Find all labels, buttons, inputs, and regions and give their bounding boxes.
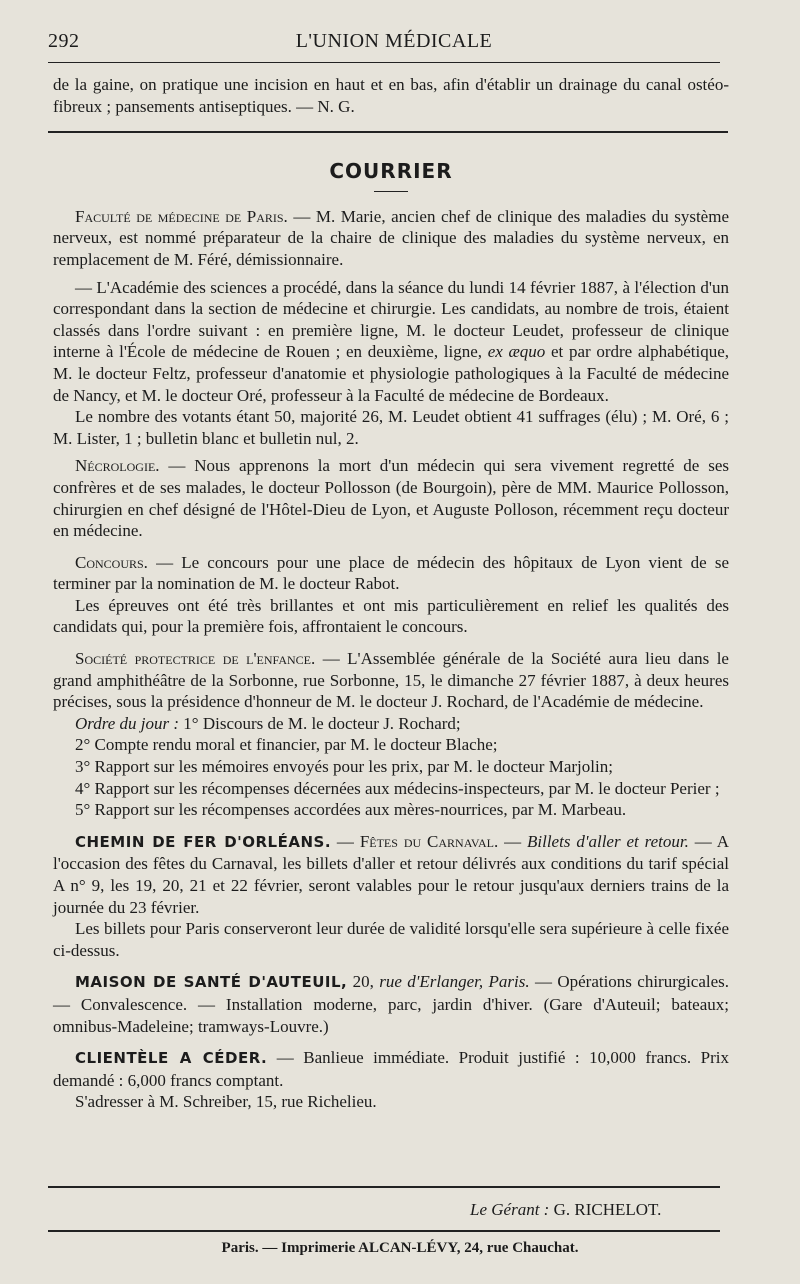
concours-label: Concours. xyxy=(75,552,148,572)
necrologie-paragraph xyxy=(53,455,729,541)
chemin-label: CHEMIN DE FER D'ORLÉANS. xyxy=(75,832,332,851)
maison-paragraph xyxy=(53,971,729,1037)
page-header xyxy=(44,26,744,56)
maison-text: — Opérations chirurgicales. — Convalescence. — Installation moderne, parc, jardin d'hiver. (Gare d'Auteuil; bateaux; omnibus-Madeleine; tramways-Louvre.) xyxy=(53,972,730,1036)
ordre-item-5: 5° Rapport sur les récompenses accordées aux mères-nourrices, par M. Marbeau. xyxy=(75,800,627,820)
maison-italic: rue d'Erlanger, Paris. xyxy=(379,972,530,992)
ordre-item-1-text: 1° Discours de M. le docteur J. Rochard; xyxy=(179,713,461,733)
chemin-text: — A l'occasion des fêtes du Carnaval, les billets d'aller et retour délivrés aux conditions du tarif spécial A n° 9, les 19, 20, 21 et 22 février, seront valables pour le retour jusqu'aux derniers trains de la journée du 23 février. xyxy=(53,831,729,917)
chemin-sub: — Fêtes du Carnaval. — xyxy=(331,831,527,851)
societe-text: — L'Assemblée générale de la Société aura lieu dans le grand amphithéâtre de la Sorbonne, rue Sorbonne, 15, le dimanche 27 février 1887, à deux heures précises, sous la présidence d'honneur de M. le docteur J. Rochard, de l'Académie de médecine. xyxy=(53,649,729,712)
concours-text: — Le concours pour une place de médecin des hôpitaux de Lyon vient de se terminer par la nomination de M. le docteur Rabot. xyxy=(53,552,729,594)
footer-rule-bottom xyxy=(48,1230,720,1232)
footer-rule-top xyxy=(48,1186,720,1188)
gerant-line xyxy=(470,1200,661,1220)
academie-vote-paragraph: Le nombre des votants étant 50, majorité 26, M. Leudet obtient 41 suffrages (élu) ; M. Oré, 6 ; M. Lister, 1 ; bulletin blanc et bulletin nul, 2. xyxy=(53,407,729,448)
clientele-paragraph-2: S'adresser à M. Schreiber, 15, rue Richelieu. xyxy=(75,1092,377,1112)
clientele-text: — Banlieue immédiate. Produit justifié : 10,000 francs. Prix demandé : 6,000 francs comptant. xyxy=(53,1048,730,1090)
clientele-paragraph xyxy=(53,1047,729,1091)
imprint-line: Paris. — Imprimerie ALCAN-LÉVY, 24, rue Chauchat. xyxy=(221,1240,579,1256)
page-body xyxy=(53,74,729,1113)
societe-label: Société protectrice de l'enfance. xyxy=(75,649,316,669)
section-title-rule xyxy=(374,191,408,192)
intro-paragraph: de la gaine, on pratique une incision en haut et en bas, afin d'établir un drainage du canal ostéo-fibreux ; pansements antiseptiques. — N. G. xyxy=(53,75,729,116)
ordre-item-3: 3° Rapport sur les mémoires envoyés pour les prix, par M. le docteur Marjolin; xyxy=(75,757,613,777)
ordre-label: Ordre du jour : xyxy=(75,713,180,733)
academie-italic: ex æquo xyxy=(487,342,546,362)
maison-label: MAISON DE SANTÉ D'AUTEUIL, xyxy=(75,973,348,992)
ordre-item-4: 4° Rapport sur les récompenses décernées aux médecins-inspecteurs, par M. le docteur Perier ; xyxy=(75,778,720,798)
academie-paragraph xyxy=(53,277,729,407)
academie-text-2: et par ordre alphabétique, M. le docteur Feltz, professeur d'anatomie et physiologie pathologiques à la Faculté de médecine de Nancy, et M. le docteur Oré, professeur à la Faculté de médecine de Bordeaux. xyxy=(53,342,729,405)
header-rule xyxy=(48,62,720,63)
maison-num: 20, xyxy=(347,972,380,992)
section-divider xyxy=(48,131,728,133)
chemin-paragraph xyxy=(53,831,729,918)
faculte-text: — M. Marie, ancien chef de clinique des maladies du système nerveux, est nommé préparateur de la chaire de clinique des maladies du système nerveux, en remplacement de M. Féré, démissionnaire. xyxy=(53,206,729,269)
societe-paragraph xyxy=(53,648,729,713)
ordre-item-2: 2° Compte rendu moral et financier, par M. le docteur Blache; xyxy=(75,735,498,755)
gerant-name: G. RICHELOT. xyxy=(549,1200,662,1219)
page-number: 292 xyxy=(48,30,80,52)
necrologie-text: — Nous apprenons la mort d'un médecin qui sera vivement regretté de ses confrères et de ses malades, le docteur Pollosson (de Bourgoin), père de MM. Maurice Pollosson, chirurgien en chef désigné de l'Hôtel-Dieu de Lyon, et Auguste Polloson, récemment reçu docteur en médecine. xyxy=(53,456,729,541)
journal-title: L'UNION MÉDICALE xyxy=(295,30,493,52)
gerant-label: Le Gérant : xyxy=(470,1200,550,1219)
academie-text-1: — L'Académie des sciences a procédé, dans la séance du lundi 14 février 1887, à l'élection d'un correspondant dans la section de médecine et chirurgie. Les candidats, au nombre de trois, étaient classés dans l'ordre suivant : en première ligne, M. le docteur Leudet, professeur de clinique interne à l'École de médecine de Rouen ; en deuxième, ligne, xyxy=(53,277,729,362)
clientele-label: CLIENTÈLE A CÉDER. xyxy=(75,1049,268,1068)
faculte-label: Faculté de médecine de Paris. xyxy=(75,206,288,226)
necrologie-label: Nécrologie. xyxy=(75,456,160,476)
concours-paragraph xyxy=(53,552,729,595)
concours-paragraph-2: Les épreuves ont été très brillantes et ont mis particulièrement en relief les qualités des candidats qui, pour la première fois, affrontaient le concours. xyxy=(53,595,729,637)
ordre-item-1 xyxy=(53,713,729,735)
chemin-paragraph-2: Les billets pour Paris conserveront leur durée de validité lorsqu'elle sera supérieure à celle fixée ci-dessus. xyxy=(53,919,729,960)
section-title: COURRIER xyxy=(329,159,453,184)
faculte-paragraph xyxy=(53,206,729,271)
chemin-italic: Billets d'aller et retour. xyxy=(527,831,689,851)
